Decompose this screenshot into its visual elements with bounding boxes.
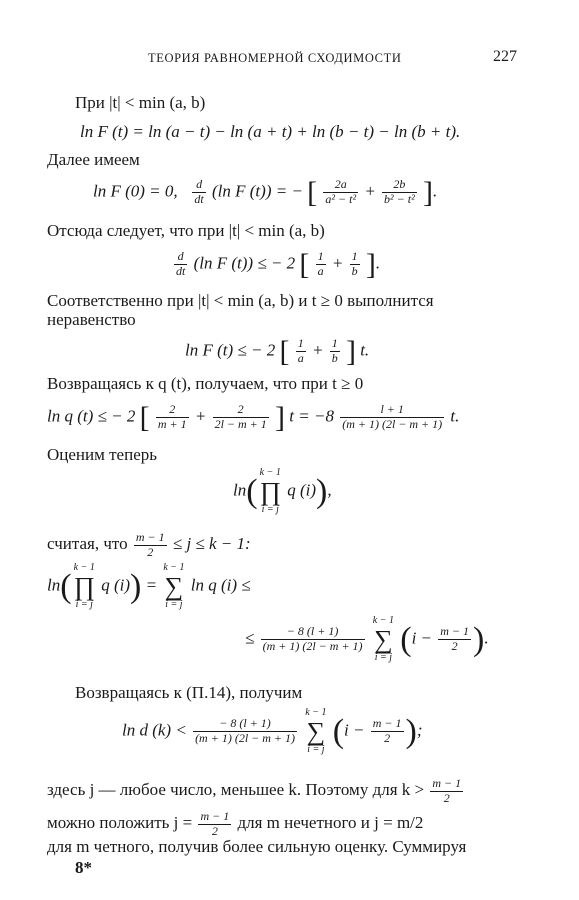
q-of-i-2: q (i) [101, 575, 131, 595]
plus-sign-3: + [311, 340, 324, 360]
equation-derivative: ln F (0) = 0, $\frac{d}{dt}$ (ln F (t)) = − [ $\frac{2a}{\text{a² − t²}}$ + $\frac{2b}{\text{b² − t²}}$ ]. [93, 176, 438, 209]
frac-1-b: $\frac{1}{b}$ [351, 249, 358, 278]
equation-sum-bound: ≤ $\frac{- 8 (l + 1)}{(m + 1) (2l - m + 1)}$ k − 1 ∑ i = j (i − $\frac{m - 1}{2}$ ). [245, 615, 489, 663]
p11-text-a: можно положить j = [47, 813, 193, 833]
eq9-left: ln d (k) < [122, 720, 187, 740]
eq5-end: t. [450, 406, 460, 426]
p7-text: считая, что [47, 534, 128, 554]
paragraph-intro: При |t| < min (a, b) [75, 93, 206, 112]
frac-l1: $\frac{l + 1}{(m + 1) (2l - m + 1)}$ [342, 402, 443, 431]
sum-symbol: k − 1 ∑ i = j [163, 562, 185, 610]
i-minus-2: i − [344, 720, 365, 740]
sum-symbol-3: k − 1 ∑ i = j [305, 707, 327, 755]
ln-label: ln [233, 480, 247, 500]
paragraph-vozvrashchayas-2: Возвращаясь к (П.14), получим [75, 683, 303, 702]
frac-1-a-2: $\frac{1}{a}$ [297, 336, 304, 365]
p7-end: ≤ j ≤ k − 1: [172, 534, 251, 554]
frac-2-m1: $\frac{2}{m + 1}$ [157, 402, 187, 431]
equation-lnq: ln q (t) ≤ − 2 [ $\frac{2}{m + 1}$ + $\frac{2}{2l - m + 1}$ ] t = −8 $\frac{l + 1}{(m + 1) (2l - m + 1)}$ t. [47, 401, 460, 434]
le-sign: ≤ [245, 628, 255, 648]
equation-inequality: $\frac{d}{dt}$ (ln F (t)) ≤ − 2 [ $\frac{1}{a}$ + $\frac{1}{b}$ ]. [176, 248, 381, 281]
frac-m1-2-c: $\frac{m - 1}{2}$ [372, 716, 402, 745]
frac-m1-2: $\frac{m - 1}{2}$ [135, 530, 165, 559]
ln-label-2: ln [47, 575, 61, 595]
frac-2b: $\frac{2b}{\text{b² − t²}}$ [384, 177, 415, 206]
paragraph-sootvetstvenno: Соответственно при |t| < min (a, b) и t ≥ 0 выполнится [47, 291, 434, 310]
equation-lnF-bound: ln F (t) ≤ − 2 [ $\frac{1}{a}$ + $\frac{1}{b}$ ] t. [185, 335, 370, 368]
eq3-period: . [375, 253, 381, 273]
p10-text: здесь j — любое число, меньшее k. Поэтому для k > [47, 780, 425, 800]
equation-ln-product: ln(k − 1 ∏ i = j q (i)), [233, 467, 332, 515]
paragraph-zdes [47, 777, 465, 806]
frac-1-a: $\frac{1}{a}$ [317, 249, 324, 278]
paragraph-dalee: Далее имеем [47, 150, 140, 169]
equation-lnd: ln d (k) < $\frac{- 8 (l + 1)}{(m + 1) (2l - m + 1)}$ k − 1 ∑ i = j (i − $\frac{m - 1}{2}$ ); [122, 707, 423, 755]
frac-8l1: $\frac{- 8 (l + 1)}{(m + 1) (2l - m + 1)}$ [262, 624, 363, 653]
eq5-left: ln q (t) ≤ − 2 [47, 406, 136, 426]
frac-1-b-2: $\frac{1}{b}$ [331, 336, 338, 365]
paragraph-otsenim: Оценим теперь [47, 445, 157, 464]
eq2-mid: (ln F (t)) = − [212, 181, 303, 201]
plus-sign: + [364, 181, 376, 201]
p11-text-b: для m нечетного и j = m/2 [237, 813, 424, 833]
frac-8l1-b: $\frac{- 8 (l + 1)}{(m + 1) (2l - m + 1)}$ [195, 716, 296, 745]
running-header [0, 48, 579, 71]
eq7-lnq: ln q (i) ≤ [190, 575, 251, 595]
q-of-i: q (i) [287, 480, 317, 500]
d-dt-fraction: $\frac{d}{dt}$ [194, 177, 204, 206]
sum-symbol-2: k − 1 ∑ i = j [372, 615, 394, 663]
plus-sign-2: + [331, 253, 344, 273]
header-title: ТЕОРИЯ РАВНОМЕРНОЙ СХОДИМОСТИ [148, 51, 402, 65]
eq9-semicolon: ; [416, 720, 423, 740]
eq2-left: ln F (0) = 0, [93, 181, 178, 201]
equation-sum: ln(k − 1 ∏ i = j q (i)) = k − 1 ∑ i = j ln q (i) ≤ [47, 562, 251, 610]
paragraph-mozhno [47, 810, 423, 839]
frac-m1-2-e: $\frac{m - 1}{2}$ [200, 809, 230, 838]
paragraph-schitaya [47, 531, 251, 560]
frac-2-2l: $\frac{2}{2l - m + 1}$ [214, 402, 267, 431]
d-dt-fraction-2: $\frac{d}{dt}$ [176, 249, 186, 278]
eq4-end: t. [360, 340, 370, 360]
equals-sign: = [145, 575, 158, 595]
signature-mark: 8* [75, 858, 92, 877]
eq8-period: . [484, 628, 489, 648]
i-minus: i − [411, 628, 433, 648]
eq3-mid: (ln F (t)) ≤ − 2 [193, 253, 296, 273]
paragraph-neravenstvo: неравенство [47, 310, 136, 329]
paragraph-otsyuda: Отсюда следует, что при |t| < min (a, b) [47, 221, 325, 240]
paragraph-vozvrashchayas: Возвращаясь к q (t), получаем, что при t ≥ 0 [47, 374, 364, 393]
page-number: 227 [493, 48, 517, 65]
frac-m1-2-d: $\frac{m - 1}{2}$ [432, 776, 462, 805]
paragraph-dlya-m: для m четного, получив более сильную оценку. Суммируя [47, 837, 467, 856]
eq2-period: . [432, 181, 438, 201]
frac-m1-2-b: $\frac{m - 1}{2}$ [440, 624, 470, 653]
eq6-comma: , [327, 480, 332, 500]
product-symbol: k − 1 ∏ i = j [259, 467, 281, 515]
equation-lnF: ln F (t) = ln (a − t) − ln (a + t) + ln (b − t) − ln (b + t). [80, 122, 461, 141]
product-symbol-2: k − 1 ∏ i = j [73, 562, 95, 610]
eq4-left: ln F (t) ≤ − 2 [185, 340, 276, 360]
plus-sign-4: + [194, 406, 207, 426]
frac-2a: $\frac{2a}{\text{a² − t²}}$ [325, 177, 357, 206]
eq5-mid: t = −8 [289, 406, 334, 426]
